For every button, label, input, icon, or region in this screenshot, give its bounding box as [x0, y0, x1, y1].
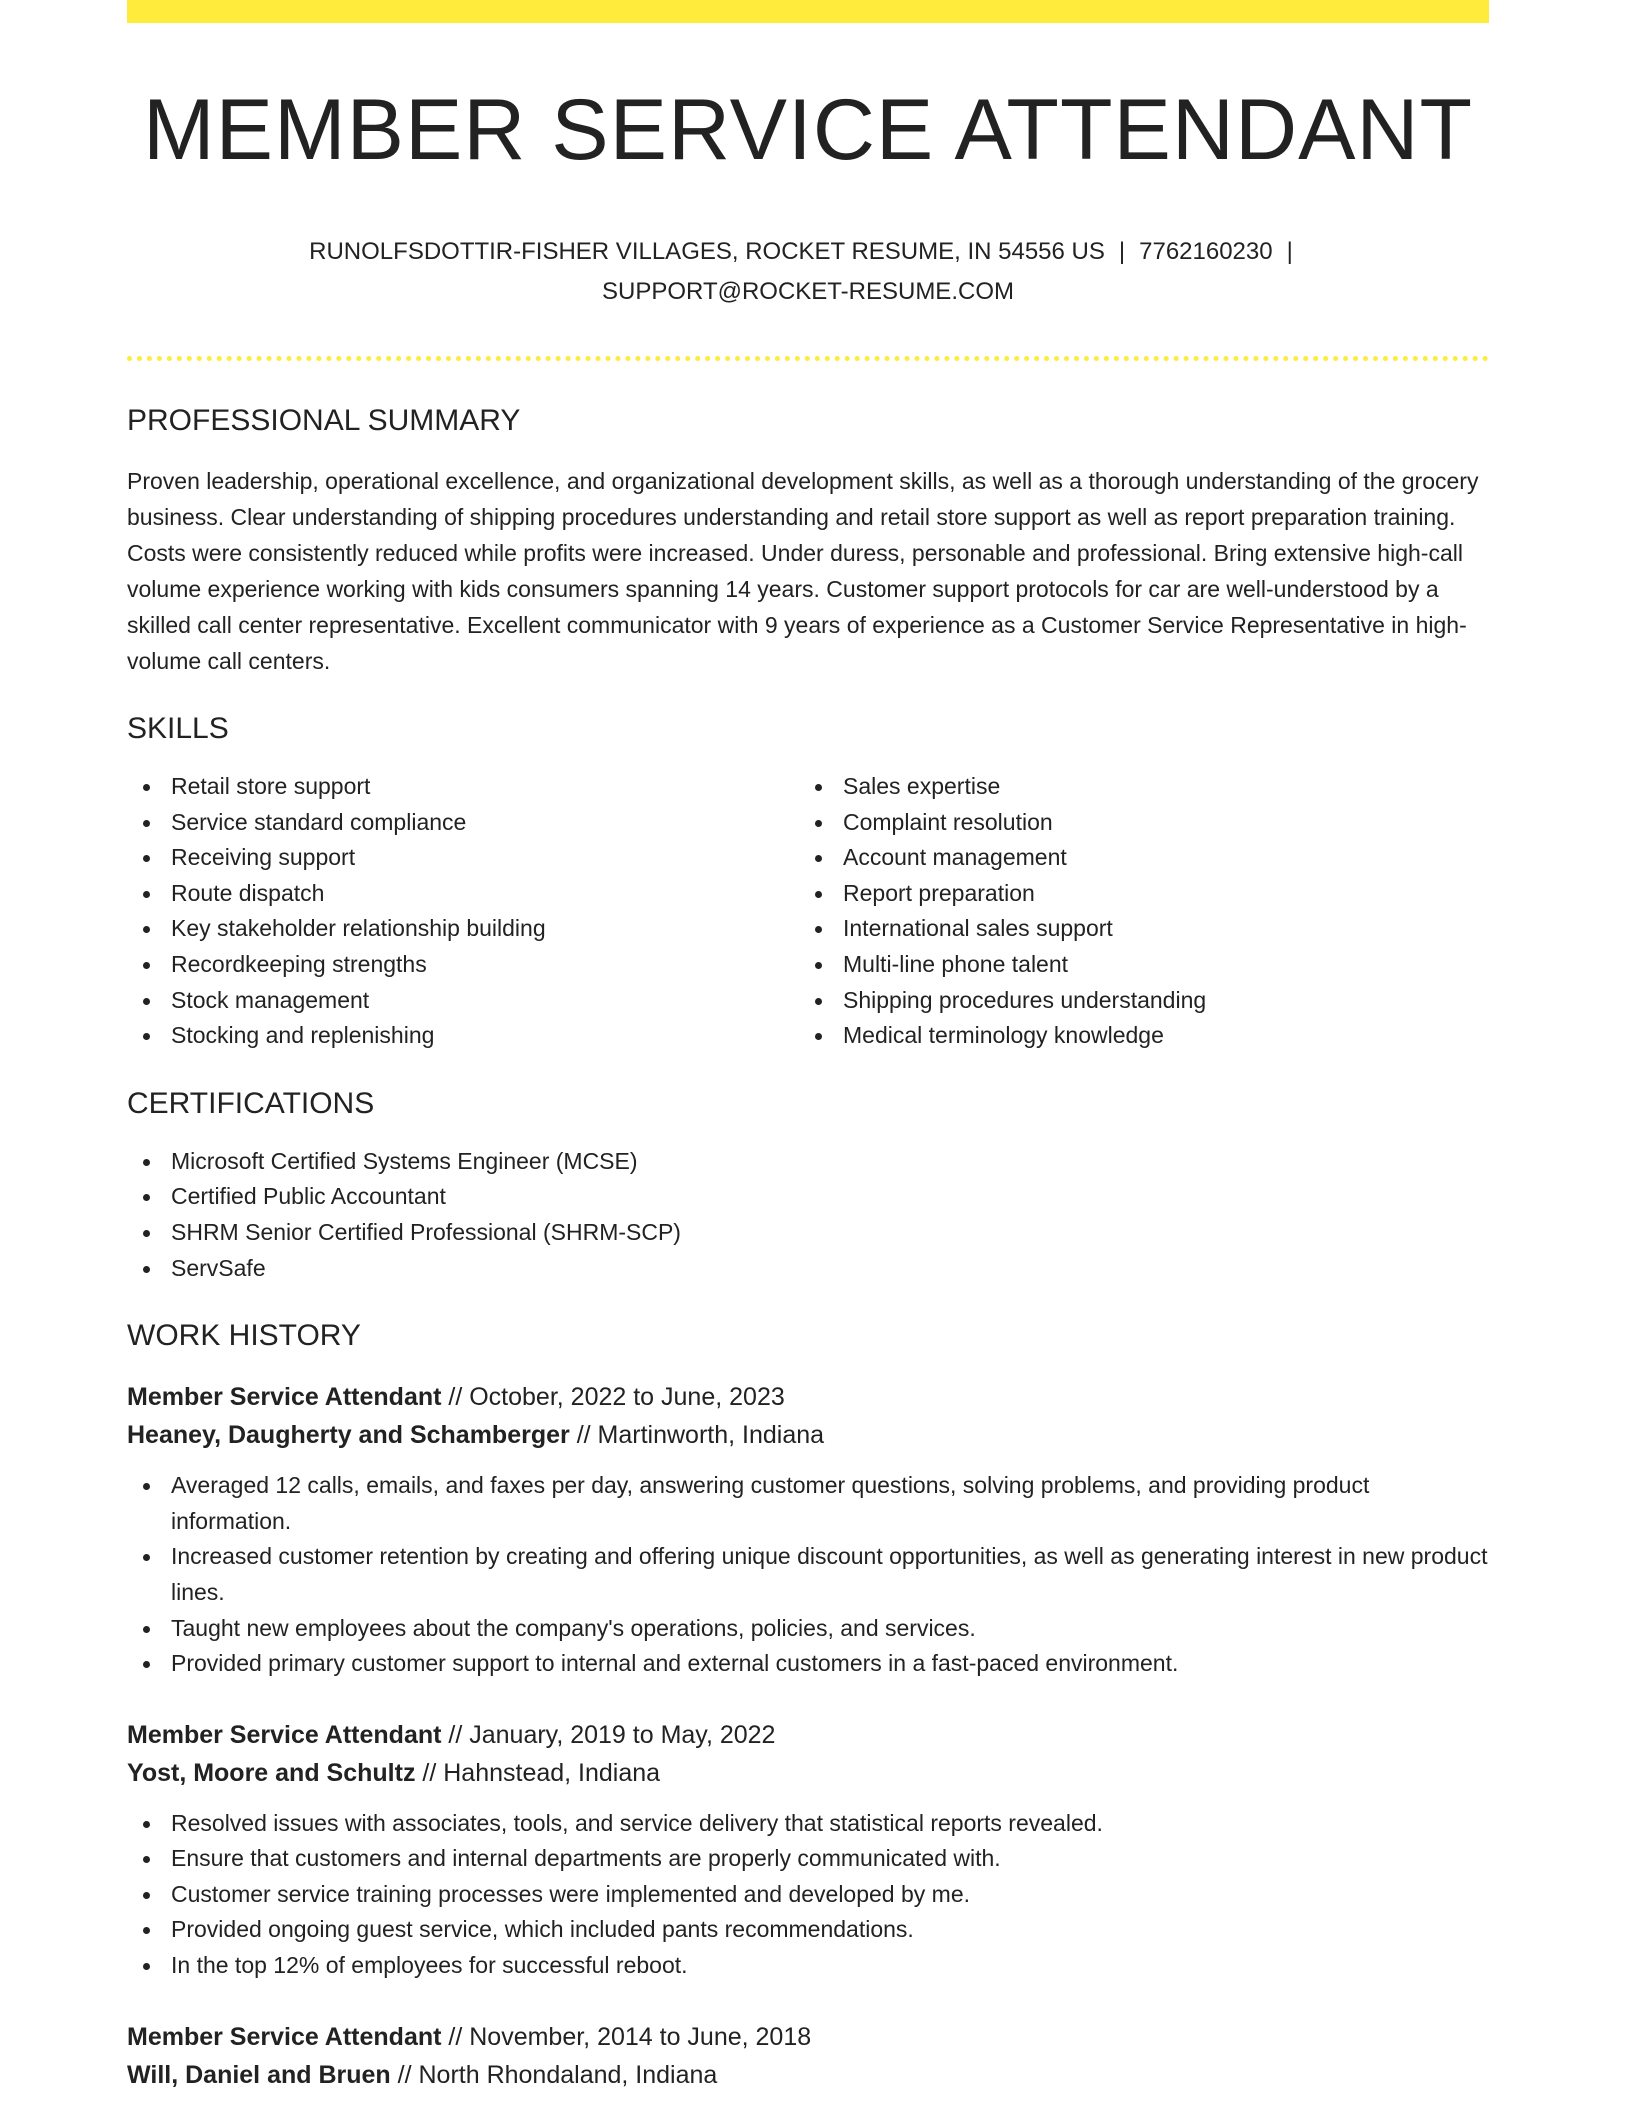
- job-role: Member Service Attendant: [127, 1720, 442, 1749]
- job-company: Yost, Moore and Schultz: [127, 1758, 416, 1787]
- skills-grid: [127, 769, 1489, 1054]
- job-duty-item: Increased customer retention by creating and offering unique discount opportunities, as well as generating interest in new product lines.: [127, 1539, 1489, 1610]
- contact-info: [127, 232, 1489, 312]
- job-company-line: [127, 1754, 1489, 1792]
- job-duty-item: Provided primary customer support to internal and external customers in a fast-paced environment.: [127, 1646, 1489, 1682]
- summary-heading: PROFESSIONAL SUMMARY: [127, 404, 521, 437]
- job-title-line: [127, 1716, 1489, 1754]
- job-title-line: [127, 2018, 1489, 2056]
- certification-item: Certified Public Accountant: [127, 1179, 1489, 1215]
- job-location: // Martinworth, Indiana: [569, 1421, 825, 1450]
- skill-item: Medical terminology knowledge: [799, 1018, 1471, 1054]
- job-role: Member Service Attendant: [127, 2022, 442, 2051]
- job-duty-item: Customer service training processes were implemented and developed by me.: [127, 1877, 1489, 1913]
- job-location: // North Rhondaland, Indiana: [390, 2060, 718, 2089]
- certifications-list: [127, 1144, 1489, 1286]
- skills-right-column: [799, 769, 1471, 1054]
- resume-content: [127, 0, 1489, 2094]
- skill-item: Receiving support: [127, 840, 799, 876]
- certification-item: Microsoft Certified Systems Engineer (MCSE): [127, 1144, 1489, 1180]
- job-company-line: [127, 2056, 1489, 2094]
- job-location: // Hahnstead, Indiana: [415, 1758, 661, 1787]
- job-company-line: [127, 1416, 1489, 1454]
- skill-item: Stocking and replenishing: [127, 1018, 799, 1054]
- dotted-divider: [127, 356, 1489, 361]
- job-duty-item: In the top 12% of employees for successful reboot.: [127, 1948, 1489, 1984]
- certifications-heading: CERTIFICATIONS: [127, 1086, 375, 1120]
- skill-item: Stock management: [127, 983, 799, 1019]
- skill-item: Account management: [799, 840, 1471, 876]
- candidate-name: MEMBER SERVICE ATTENDANT: [142, 82, 1474, 178]
- skill-item: Shipping procedures understanding: [799, 983, 1471, 1019]
- job-duty-item: Averaged 12 calls, emails, and faxes per day, answering customer questions, solving problems, and providing product information.: [127, 1468, 1489, 1539]
- skill-item: Recordkeeping strengths: [127, 947, 799, 983]
- job-role: Member Service Attendant: [127, 1383, 442, 1412]
- job-duty-item: Taught new employees about the company's operations, policies, and services.: [127, 1611, 1489, 1647]
- skill-item: Sales expertise: [799, 769, 1471, 805]
- job-dates: // November, 2014 to June, 2018: [441, 2022, 812, 2051]
- job-duty-item: Resolved issues with associates, tools, and service delivery that statistical reports revealed.: [127, 1806, 1489, 1842]
- skill-item: Multi-line phone talent: [799, 947, 1471, 983]
- work-history-list: [127, 1378, 1489, 2094]
- job-dates: // October, 2022 to June, 2023: [441, 1383, 785, 1412]
- job-entry: [127, 1716, 1489, 1984]
- job-entry: [127, 1378, 1489, 1682]
- skill-item: International sales support: [799, 911, 1471, 947]
- job-duty-item: Provided ongoing guest service, which included pants recommendations.: [127, 1912, 1489, 1948]
- skills-heading: SKILLS: [127, 712, 229, 745]
- contact-separator: |: [1286, 238, 1293, 265]
- skill-item: Key stakeholder relationship building: [127, 911, 799, 947]
- summary-text: Proven leadership, operational excellence, and organizational development skills, as well as a thorough understanding of the grocery business. Clear understanding of shipping procedures understanding and retail store support as well as report preparation training. Costs were consistently reduced while profits were increased. Under duress, personable and professional. Bring extensive high-call volume experience working with kids consumers spanning 14 years. Customer support protocols for car are well-understood by a skilled call center representative. Excellent communicator with 9 years of experience as a Customer Service Representative in high-volume call centers.: [127, 468, 1479, 674]
- skills-left-column: [127, 769, 799, 1054]
- job-duties-list: [127, 1468, 1489, 1682]
- certification-item: ServSafe: [127, 1251, 1489, 1287]
- certification-item: SHRM Senior Certified Professional (SHRM-SCP): [127, 1215, 1489, 1251]
- address: RUNOLFSDOTTIR-FISHER VILLAGES, ROCKET RESUME, IN 54556 US: [309, 238, 1105, 265]
- job-entry: [127, 2018, 1489, 2094]
- job-duty-item: Ensure that customers and internal departments are properly communicated with.: [127, 1841, 1489, 1877]
- email: SUPPORT@ROCKET-RESUME.COM: [602, 278, 1014, 305]
- phone: 7762160230: [1139, 238, 1273, 265]
- skill-item: Route dispatch: [127, 876, 799, 912]
- job-company: Will, Daniel and Bruen: [127, 2060, 391, 2089]
- skill-item: Retail store support: [127, 769, 799, 805]
- job-dates: // January, 2019 to May, 2022: [441, 1720, 776, 1749]
- work-history-heading: WORK HISTORY: [127, 1319, 361, 1353]
- skill-item: Complaint resolution: [799, 805, 1471, 841]
- job-company: Heaney, Daugherty and Schamberger: [127, 1421, 570, 1450]
- contact-separator: |: [1118, 238, 1126, 265]
- skill-item: Report preparation: [799, 876, 1471, 912]
- job-duties-list: [127, 1806, 1489, 1984]
- skill-item: Service standard compliance: [127, 805, 799, 841]
- job-title-line: [127, 1378, 1489, 1416]
